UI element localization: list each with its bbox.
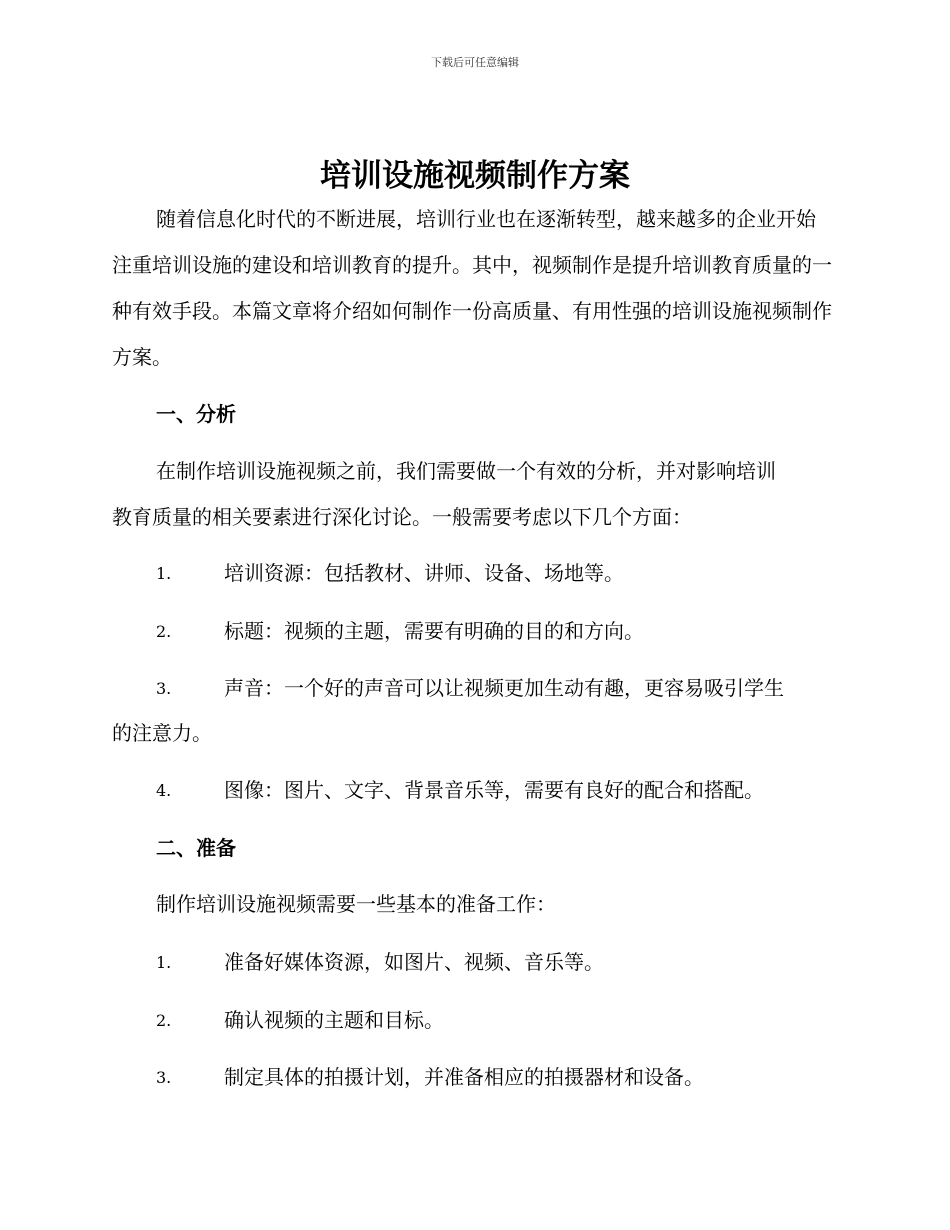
list-item-number: 1.: [156, 564, 172, 583]
section1-intro-line2: 教育质量的相关要素进行深化讨论。一般需要考虑以下几个方面：: [112, 505, 692, 529]
list-item-number: 1.: [156, 953, 172, 972]
list-item-number: 3.: [156, 679, 172, 698]
list-item-text: 制定具体的拍摄计划，并准备相应的拍摄器材和设备。: [224, 1065, 704, 1089]
list-item-text: 确认视频的主题和目标。: [224, 1008, 444, 1032]
list-item-text: 培训资源：包括教材、讲师、设备、场地等。: [224, 561, 624, 585]
list-item-number: 3.: [156, 1068, 172, 1087]
document-title: 培训设施视频制作方案: [320, 158, 630, 194]
list-item-text: 准备好媒体资源，如图片、视频、音乐等。: [224, 950, 604, 974]
section-heading-preparation: 二、准备: [156, 836, 236, 860]
section1-intro-line1: 在制作培训设施视频之前，我们需要做一个有效的分析，并对影响培训: [156, 459, 776, 483]
list-item-number: 4.: [156, 781, 172, 800]
header-note: 下载后可任意编辑: [431, 56, 519, 69]
section-heading-analysis: 一、分析: [156, 402, 236, 426]
section2-intro: 制作培训设施视频需要一些基本的准备工作：: [156, 892, 556, 916]
list-item-text: 声音：一个好的声音可以让视频更加生动有趣，更容易吸引学生: [224, 676, 784, 700]
list-item-text: 标题：视频的主题，需要有明确的目的和方向。: [224, 619, 644, 643]
list-item-continuation: 的注意力。: [112, 721, 212, 745]
list-item-number: 2.: [156, 1011, 172, 1030]
intro-paragraph: 随着信息化时代的不断进展，培训行业也在逐渐转型，越来越多的企业开始注重培训设施的建设和培训教育的提升。其中，视频制作是提升培训教育质量的一种有效手段。本篇文章将介绍如何制作一份高质量、有用性强的培训设施视频制作方案。: [112, 207, 832, 369]
list-item-text: 图像：图片、文字、背景音乐等，需要有良好的配合和搭配。: [224, 778, 764, 802]
list-item-number: 2.: [156, 622, 172, 641]
